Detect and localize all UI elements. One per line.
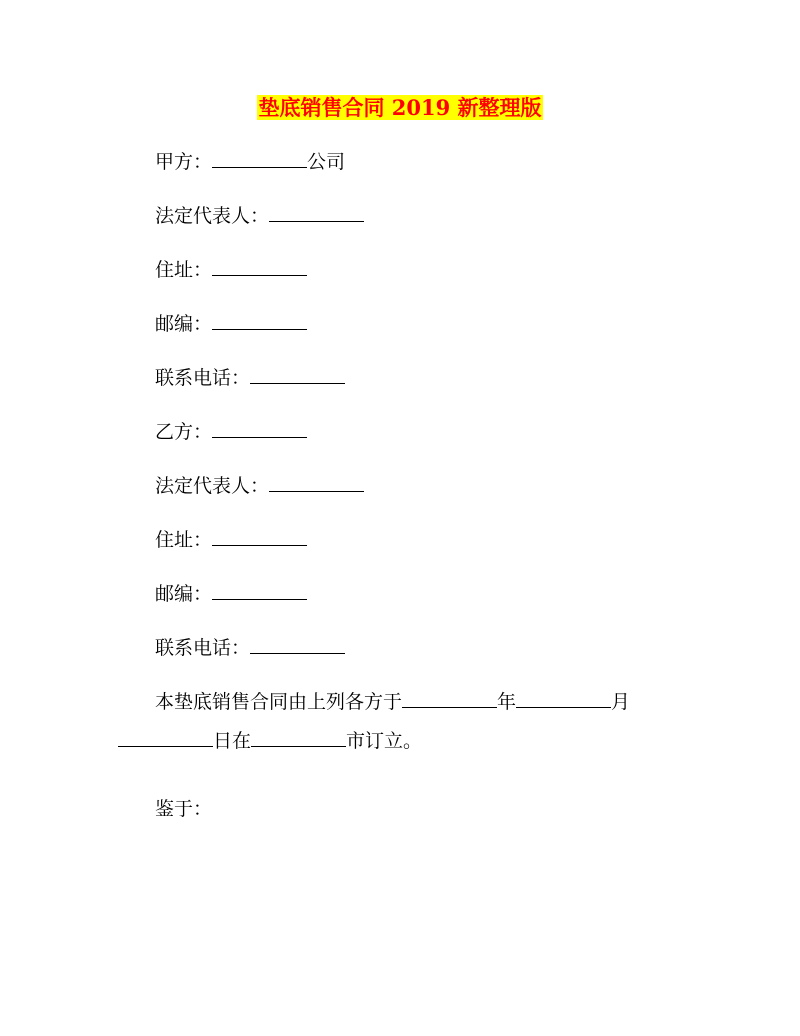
party-a-legal-rep-label: 法定代表人： <box>155 205 270 227</box>
signing-month-label: 月 <box>611 691 631 713</box>
party-a-legal-rep-blank <box>269 201 364 222</box>
party-b-postcode-blank <box>212 579 307 600</box>
party-a-label: 甲方： <box>155 151 213 173</box>
signing-month-blank <box>516 687 611 708</box>
party-a-postcode-label: 邮编： <box>155 313 213 335</box>
party-b-legal-rep-blank <box>269 471 364 492</box>
party-a-phone-label: 联系电话： <box>155 367 251 389</box>
party-a-line <box>155 147 345 176</box>
title-text: 垫底销售合同 2019 新整理版 <box>258 95 542 120</box>
whereas-line <box>155 795 212 823</box>
party-a-postcode-line <box>155 309 307 338</box>
party-b-phone-line <box>155 633 345 662</box>
party-a-legal-rep-line <box>155 201 364 230</box>
signing-year-label: 年 <box>497 691 517 713</box>
party-b-legal-rep-label: 法定代表人： <box>155 475 270 497</box>
party-a-postcode-blank <box>212 309 307 330</box>
signing-day-label: 日在 <box>213 730 252 752</box>
party-a-blank <box>212 147 307 168</box>
party-b-address-line <box>155 525 307 554</box>
signing-paragraph <box>118 687 678 755</box>
party-a-address-blank <box>212 255 307 276</box>
party-a-address-line <box>155 255 307 284</box>
party-b-phone-label: 联系电话： <box>155 637 251 659</box>
party-a-address-label: 住址： <box>155 259 213 281</box>
whereas-label: 鉴于： <box>155 798 213 820</box>
party-a-phone-line <box>155 363 345 392</box>
document-title <box>0 92 800 124</box>
signing-line-1 <box>118 687 678 716</box>
party-b-address-blank <box>212 525 307 546</box>
signing-city-blank <box>251 726 346 747</box>
party-b-blank <box>212 417 307 438</box>
party-b-postcode-label: 邮编： <box>155 583 213 605</box>
signing-year-blank <box>402 687 497 708</box>
party-b-legal-rep-line <box>155 471 364 500</box>
party-a-suffix: 公司 <box>307 151 346 173</box>
signing-text: 本垫底销售合同由上列各方于 <box>155 691 403 713</box>
signing-city-label: 市订立。 <box>346 730 423 752</box>
party-b-postcode-line <box>155 579 307 608</box>
signing-line-2 <box>118 726 678 755</box>
party-b-phone-blank <box>250 633 345 654</box>
signing-day-blank <box>118 726 213 747</box>
party-b-line <box>155 417 307 446</box>
party-b-label: 乙方： <box>155 421 213 443</box>
party-a-phone-blank <box>250 363 345 384</box>
party-b-address-label: 住址： <box>155 529 213 551</box>
